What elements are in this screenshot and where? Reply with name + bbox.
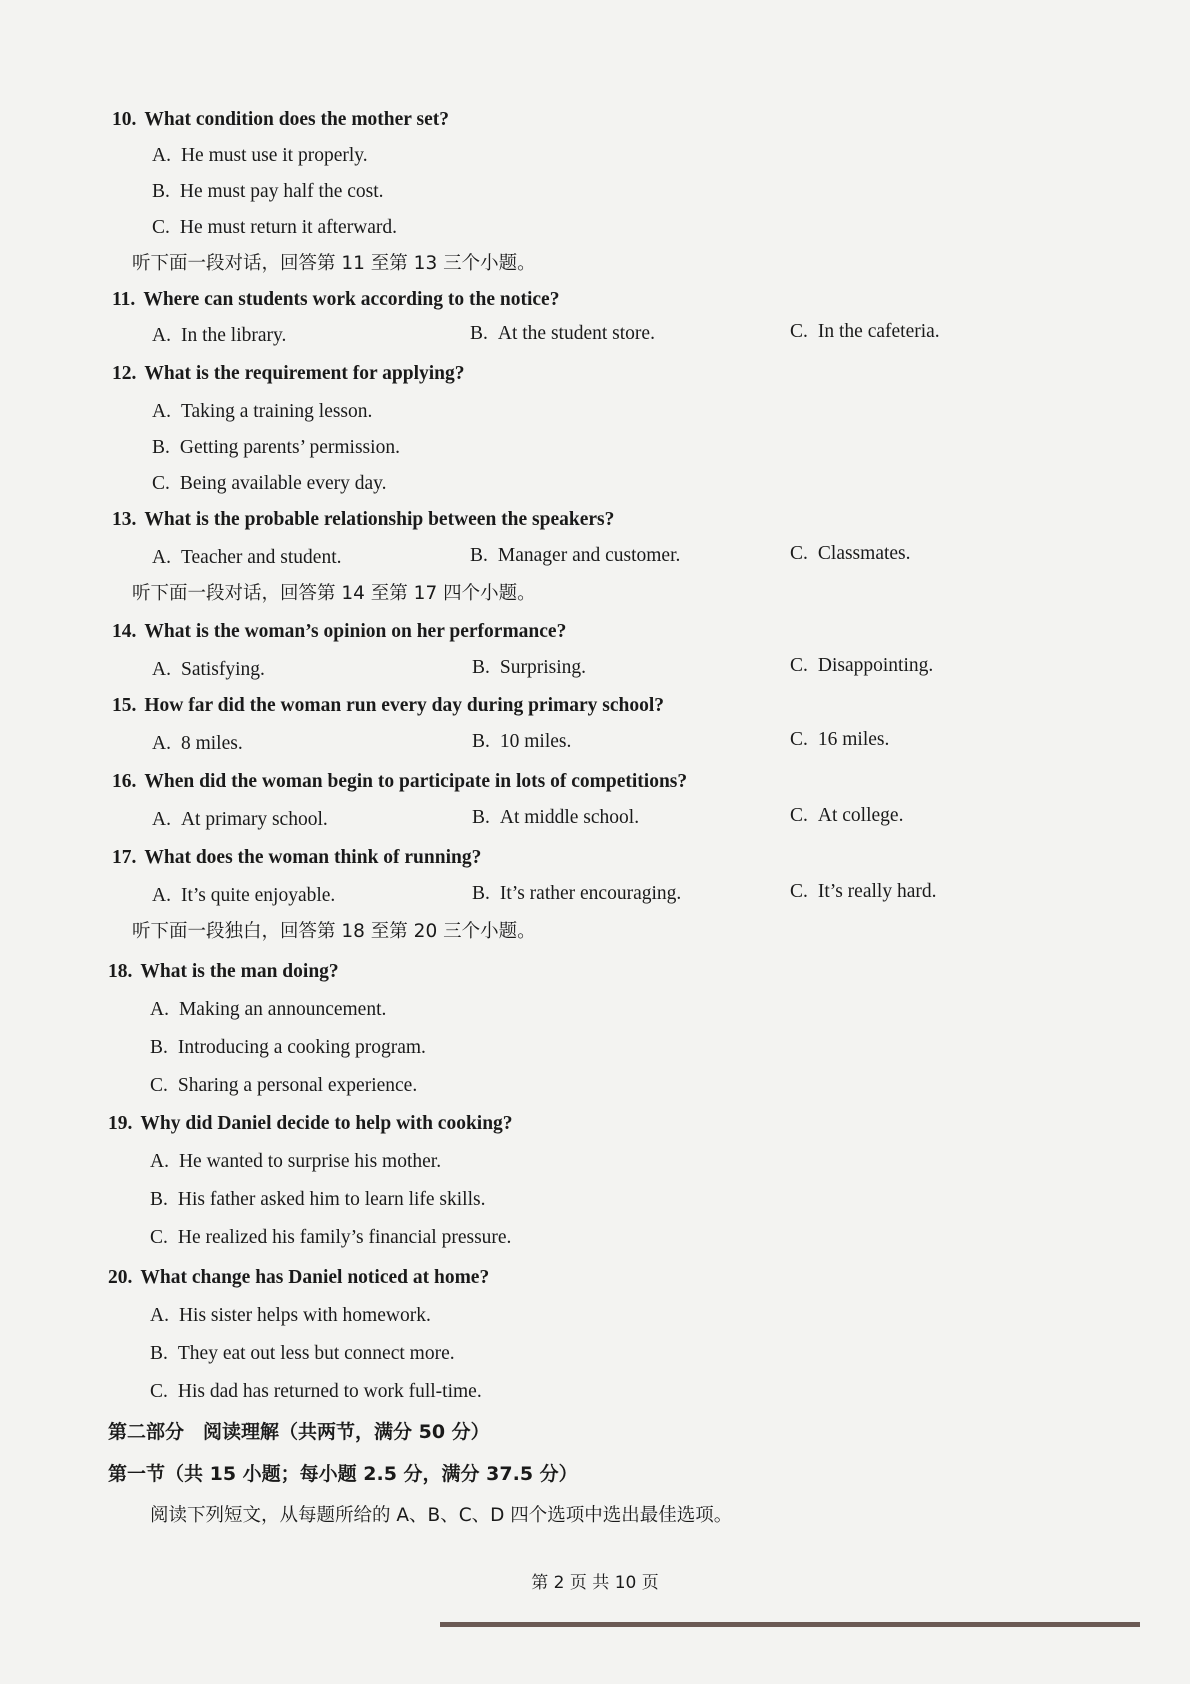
option-19a: A. He wanted to surprise his mother. <box>150 1151 442 1172</box>
option-17c: C. It’s really hard. <box>790 881 937 902</box>
option-11a: A. In the library. <box>152 325 287 346</box>
option-13a: A. Teacher and student. <box>152 547 342 568</box>
option-18a: A. Making an announcement. <box>150 999 387 1020</box>
question-15: 15. How far did the woman run every day during primary school? <box>112 695 665 716</box>
option-13b: B. Manager and customer. <box>470 545 681 566</box>
question-14: 14. What is the woman’s opinion on her performance? <box>112 621 567 642</box>
option-19c: C. He realized his family’s financial pressure. <box>150 1227 512 1248</box>
question-17: 17. What does the woman think of running? <box>112 847 482 868</box>
option-12c: C. Being available every day. <box>152 473 387 494</box>
option-16b: B. At middle school. <box>472 807 640 828</box>
option-15b: B. 10 miles. <box>472 731 572 752</box>
section-2-title: 第二部分 阅读理解（共两节，满分 50 分） <box>108 1421 490 1443</box>
question-19: 19. Why did Daniel decide to help with cooking? <box>108 1113 513 1134</box>
option-10c: C. He must return it afterward. <box>152 217 398 238</box>
question-13: 13. What is the probable relationship between the speakers? <box>112 509 615 530</box>
option-12b: B. Getting parents’ permission. <box>152 437 400 458</box>
option-11b: B. At the student store. <box>470 323 655 344</box>
option-20b: B. They eat out less but connect more. <box>150 1343 455 1364</box>
option-17b: B. It’s rather encouraging. <box>472 883 682 904</box>
question-11: 11. Where can students work according to the notice? <box>112 289 560 310</box>
section-2-part-1: 第一节（共 15 小题；每小题 2.5 分，满分 37.5 分） <box>108 1463 578 1485</box>
option-15c: C. 16 miles. <box>790 729 890 750</box>
instruction-14-17: 听下面一段对话，回答第 14 至第 17 四个小题。 <box>132 583 536 604</box>
option-14c: C. Disappointing. <box>790 655 934 676</box>
option-10a: A. He must use it properly. <box>152 145 368 166</box>
instruction-11-13: 听下面一段对话，回答第 11 至第 13 三个小题。 <box>132 253 536 274</box>
option-12a: A. Taking a training lesson. <box>152 401 373 422</box>
page-number: 第 2 页 共 10 页 <box>531 1573 659 1593</box>
option-11c: C. In the cafeteria. <box>790 321 940 342</box>
option-17a: A. It’s quite enjoyable. <box>152 885 336 906</box>
option-16a: A. At primary school. <box>152 809 328 830</box>
option-20c: C. His dad has returned to work full-time. <box>150 1381 482 1402</box>
reading-directions: 阅读下列短文，从每题所给的 A、B、C、D 四个选项中选出最佳选项。 <box>150 1505 733 1526</box>
question-18: 18. What is the man doing? <box>108 961 339 982</box>
bottom-rule <box>440 1622 1140 1627</box>
option-10b: B. He must pay half the cost. <box>152 181 384 202</box>
option-14a: A. Satisfying. <box>152 659 265 680</box>
question-12: 12. What is the requirement for applying? <box>112 363 465 384</box>
option-16c: C. At college. <box>790 805 904 826</box>
option-18b: B. Introducing a cooking program. <box>150 1037 426 1058</box>
instruction-18-20: 听下面一段独白，回答第 18 至第 20 三个小题。 <box>132 921 536 942</box>
question-20: 20. What change has Daniel noticed at home? <box>108 1267 490 1288</box>
question-10: 10. What condition does the mother set? <box>112 109 449 130</box>
option-19b: B. His father asked him to learn life skills. <box>150 1189 486 1210</box>
option-15a: A. 8 miles. <box>152 733 243 754</box>
option-14b: B. Surprising. <box>472 657 587 678</box>
option-13c: C. Classmates. <box>790 543 911 564</box>
option-18c: C. Sharing a personal experience. <box>150 1075 418 1096</box>
option-20a: A. His sister helps with homework. <box>150 1305 431 1326</box>
question-16: 16. When did the woman begin to participate in lots of competitions? <box>112 771 688 792</box>
